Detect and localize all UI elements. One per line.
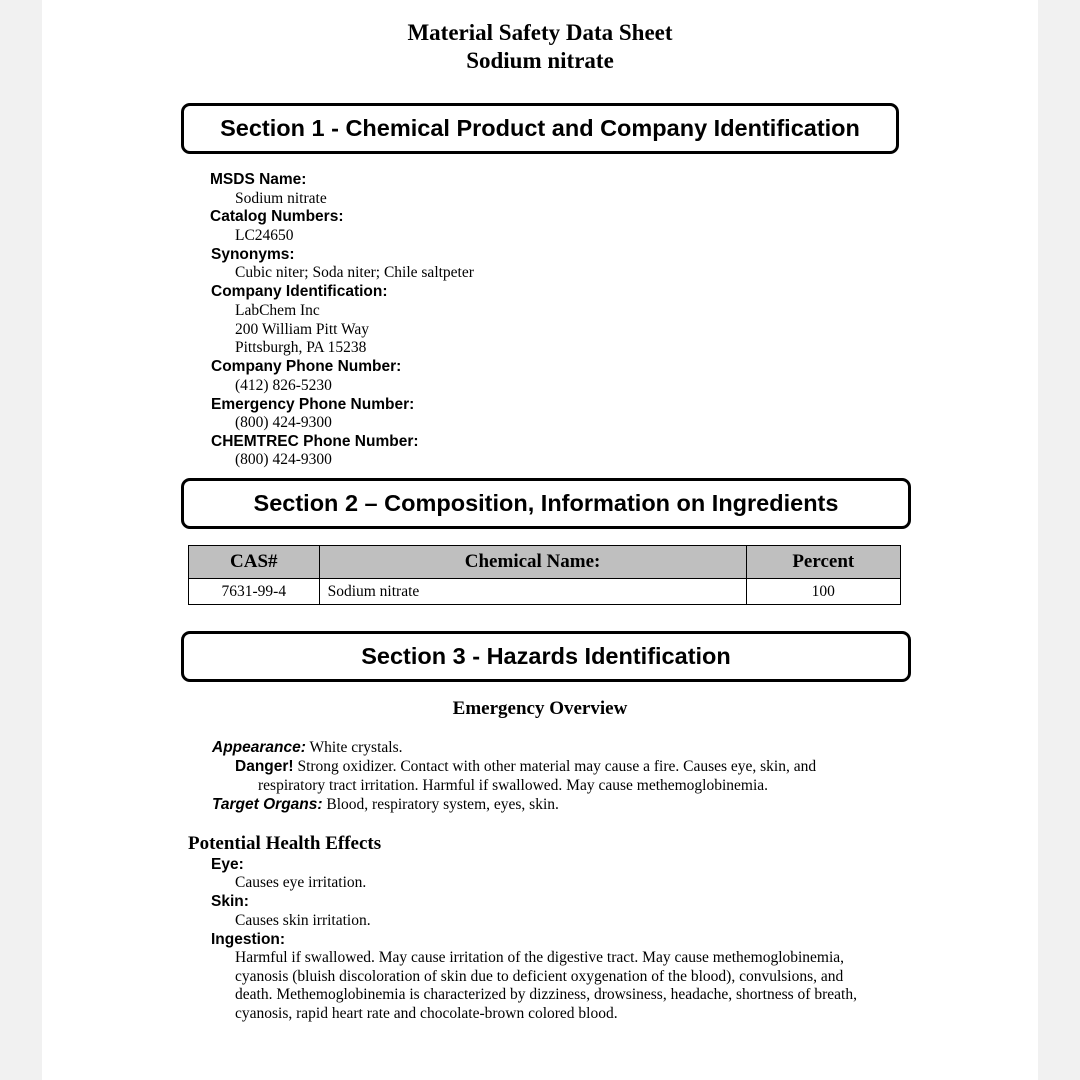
cas-cell: 7631-99-4 (189, 579, 320, 605)
appearance-line (212, 739, 403, 757)
section-2-heading: Section 2 – Composition, Information on Ingredients (253, 490, 839, 516)
msds-name-label: MSDS Name: (210, 171, 307, 188)
document-page (42, 0, 1038, 1080)
company-identification-label: Company Identification: (211, 283, 388, 300)
emergency-overview-title: Emergency Overview (452, 698, 628, 719)
catalog-numbers-value: LC24650 (235, 227, 294, 244)
danger-label: Danger! (235, 758, 294, 775)
document-title: Material Safety Data Sheet (407, 20, 673, 45)
company-phone-label: Company Phone Number: (211, 358, 402, 375)
company-line: Pittsburgh, PA 15238 (235, 339, 367, 356)
section-3-heading: Section 3 - Hazards Identification (361, 643, 731, 669)
appearance-label: Appearance: (212, 739, 306, 756)
table-row (189, 579, 901, 605)
target-organs-line (212, 796, 559, 814)
synonyms-label: Synonyms: (211, 246, 295, 263)
skin-label: Skin: (211, 893, 249, 910)
column-header-cas: CAS# (189, 546, 320, 579)
table-header-row (189, 546, 901, 579)
column-header-percent: Percent (746, 546, 900, 579)
chemical-name-cell: Sodium nitrate (319, 579, 746, 605)
skin-value: Causes skin irritation. (235, 912, 371, 929)
ingestion-line: cyanosis (bluish discoloration of skin due to deficient oxygenation of the blood), convulsions, and (235, 968, 844, 985)
appearance-value: White crystals. (309, 739, 403, 756)
ingestion-line: cyanosis, rapid heart rate and chocolate-brown colored blood. (235, 1005, 618, 1022)
document-subtitle: Sodium nitrate (466, 48, 614, 73)
danger-text-continued: respiratory tract irritation. Harmful if swallowed. May cause methemoglobinemia. (258, 777, 769, 794)
column-header-chemical-name: Chemical Name: (319, 546, 746, 579)
section-2-heading-box (181, 478, 911, 529)
composition-table (188, 545, 901, 605)
ingestion-line: death. Methemoglobinemia is characterized by dizziness, drowsiness, headache, shortness of breath, (235, 986, 857, 1003)
eye-value: Causes eye irritation. (235, 874, 367, 891)
emergency-phone-label: Emergency Phone Number: (211, 396, 415, 413)
target-organs-value: Blood, respiratory system, eyes, skin. (326, 796, 559, 813)
eye-label: Eye: (211, 856, 244, 873)
potential-health-effects-title: Potential Health Effects (188, 833, 382, 854)
synonyms-value: Cubic niter; Soda niter; Chile saltpeter (235, 264, 474, 281)
company-line: LabChem Inc (235, 302, 320, 319)
company-phone-value: (412) 826-5230 (235, 377, 332, 394)
chemtrec-phone-label: CHEMTREC Phone Number: (211, 433, 419, 450)
section-1-heading: Section 1 - Chemical Product and Company Identification (220, 115, 860, 141)
target-organs-label: Target Organs: (212, 796, 323, 813)
danger-line (235, 758, 816, 776)
catalog-numbers-label: Catalog Numbers: (210, 208, 344, 225)
section-1-heading-box (181, 103, 899, 154)
danger-text: Strong oxidizer. Contact with other material may cause a fire. Causes eye, skin, and (297, 758, 817, 775)
company-line: 200 William Pitt Way (235, 321, 370, 338)
ingestion-line: Harmful if swallowed. May cause irritation of the digestive tract. May cause methemoglobinemia, (235, 949, 845, 966)
msds-name-value: Sodium nitrate (235, 190, 327, 207)
chemtrec-phone-value: (800) 424-9300 (235, 451, 332, 468)
percent-cell: 100 (746, 579, 900, 605)
section-3-heading-box (181, 631, 911, 682)
ingestion-label: Ingestion: (211, 931, 286, 948)
emergency-phone-value: (800) 424-9300 (235, 414, 332, 431)
